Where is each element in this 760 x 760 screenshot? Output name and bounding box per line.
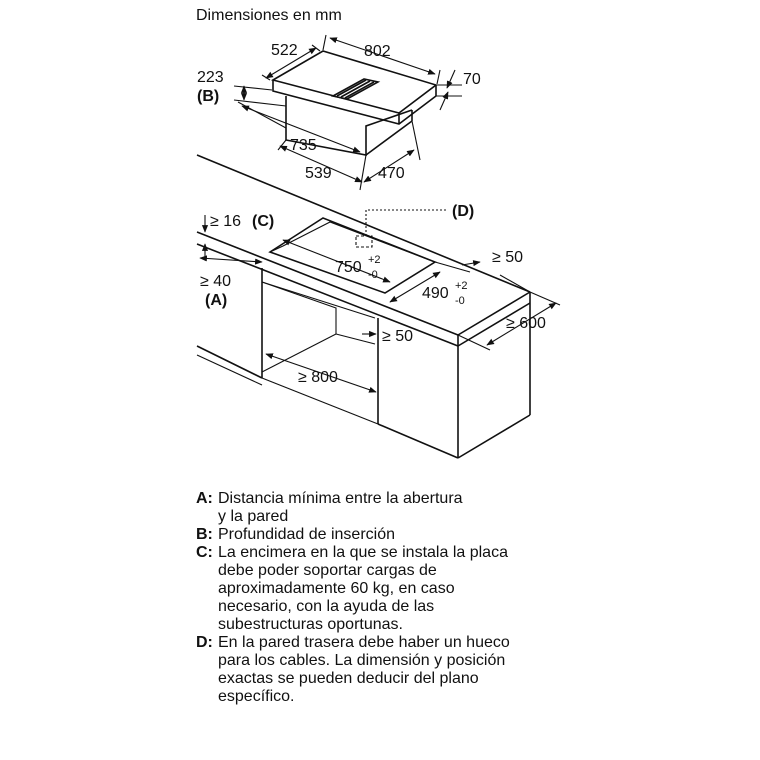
- legend-text: La encimera en la que se instala la placa debe poder soportar cargas de aproximadamente 60 kg, en caso necesario, con la ayuda de las subestructuras oportunas.: [218, 544, 508, 633]
- dim-min-front: ≥ 16: [210, 213, 242, 230]
- dim-min-back: ≥ 50: [492, 249, 524, 266]
- dim-min-worktop: ≥ 600: [506, 315, 546, 332]
- dim-min-cabinet-gap: ≥ 50: [382, 328, 414, 345]
- dim-735: 735: [290, 137, 317, 154]
- dim-539: 539: [305, 165, 332, 182]
- legend-text: En la pared trasera debe haber un hueco para los cables. La dimensión y posición exactas se pueden deducir del plano específico.: [218, 634, 510, 705]
- label-c: (C): [252, 213, 275, 230]
- hob-glass-top: [273, 51, 436, 113]
- legend-item-a: [196, 490, 596, 526]
- dim-522: 522: [271, 42, 298, 59]
- dim-223: 223: [197, 69, 224, 86]
- legend: [196, 490, 596, 706]
- dim-min-cabinet-width: ≥ 800: [298, 369, 338, 386]
- diagram-title: Dimensiones en mm: [196, 7, 342, 24]
- dim-470: 470: [378, 165, 405, 182]
- legend-key: B:: [196, 526, 213, 543]
- dim-802: 802: [364, 43, 391, 60]
- dim-750: 750: [335, 259, 362, 276]
- legend-key: D:: [196, 634, 213, 651]
- legend-text: Profundidad de inserción: [218, 526, 396, 543]
- dim-490-tol-plus: +2: [455, 280, 468, 292]
- legend-item-c: [196, 544, 596, 634]
- dim-490-tol-minus: -0: [455, 295, 465, 307]
- legend-key: A:: [196, 490, 213, 507]
- label-a: (A): [205, 292, 228, 309]
- dim-750-tol-minus: -0: [368, 269, 378, 281]
- label-b: (B): [197, 88, 220, 105]
- worktop-front-edge: [197, 232, 458, 335]
- dim-min-side: ≥ 40: [200, 273, 232, 290]
- legend-item-d: [196, 634, 596, 706]
- dim-750-tol-plus: +2: [368, 254, 381, 266]
- worktop-drawing: [197, 155, 530, 458]
- legend-text: Distancia mínima entre la abertura y la pared: [218, 490, 463, 525]
- cable-hole: [356, 210, 448, 247]
- label-d: (D): [452, 203, 475, 220]
- legend-key: C:: [196, 544, 213, 561]
- legend-item-b: [196, 526, 596, 544]
- dim-70: 70: [463, 71, 481, 88]
- dim-490: 490: [422, 285, 449, 302]
